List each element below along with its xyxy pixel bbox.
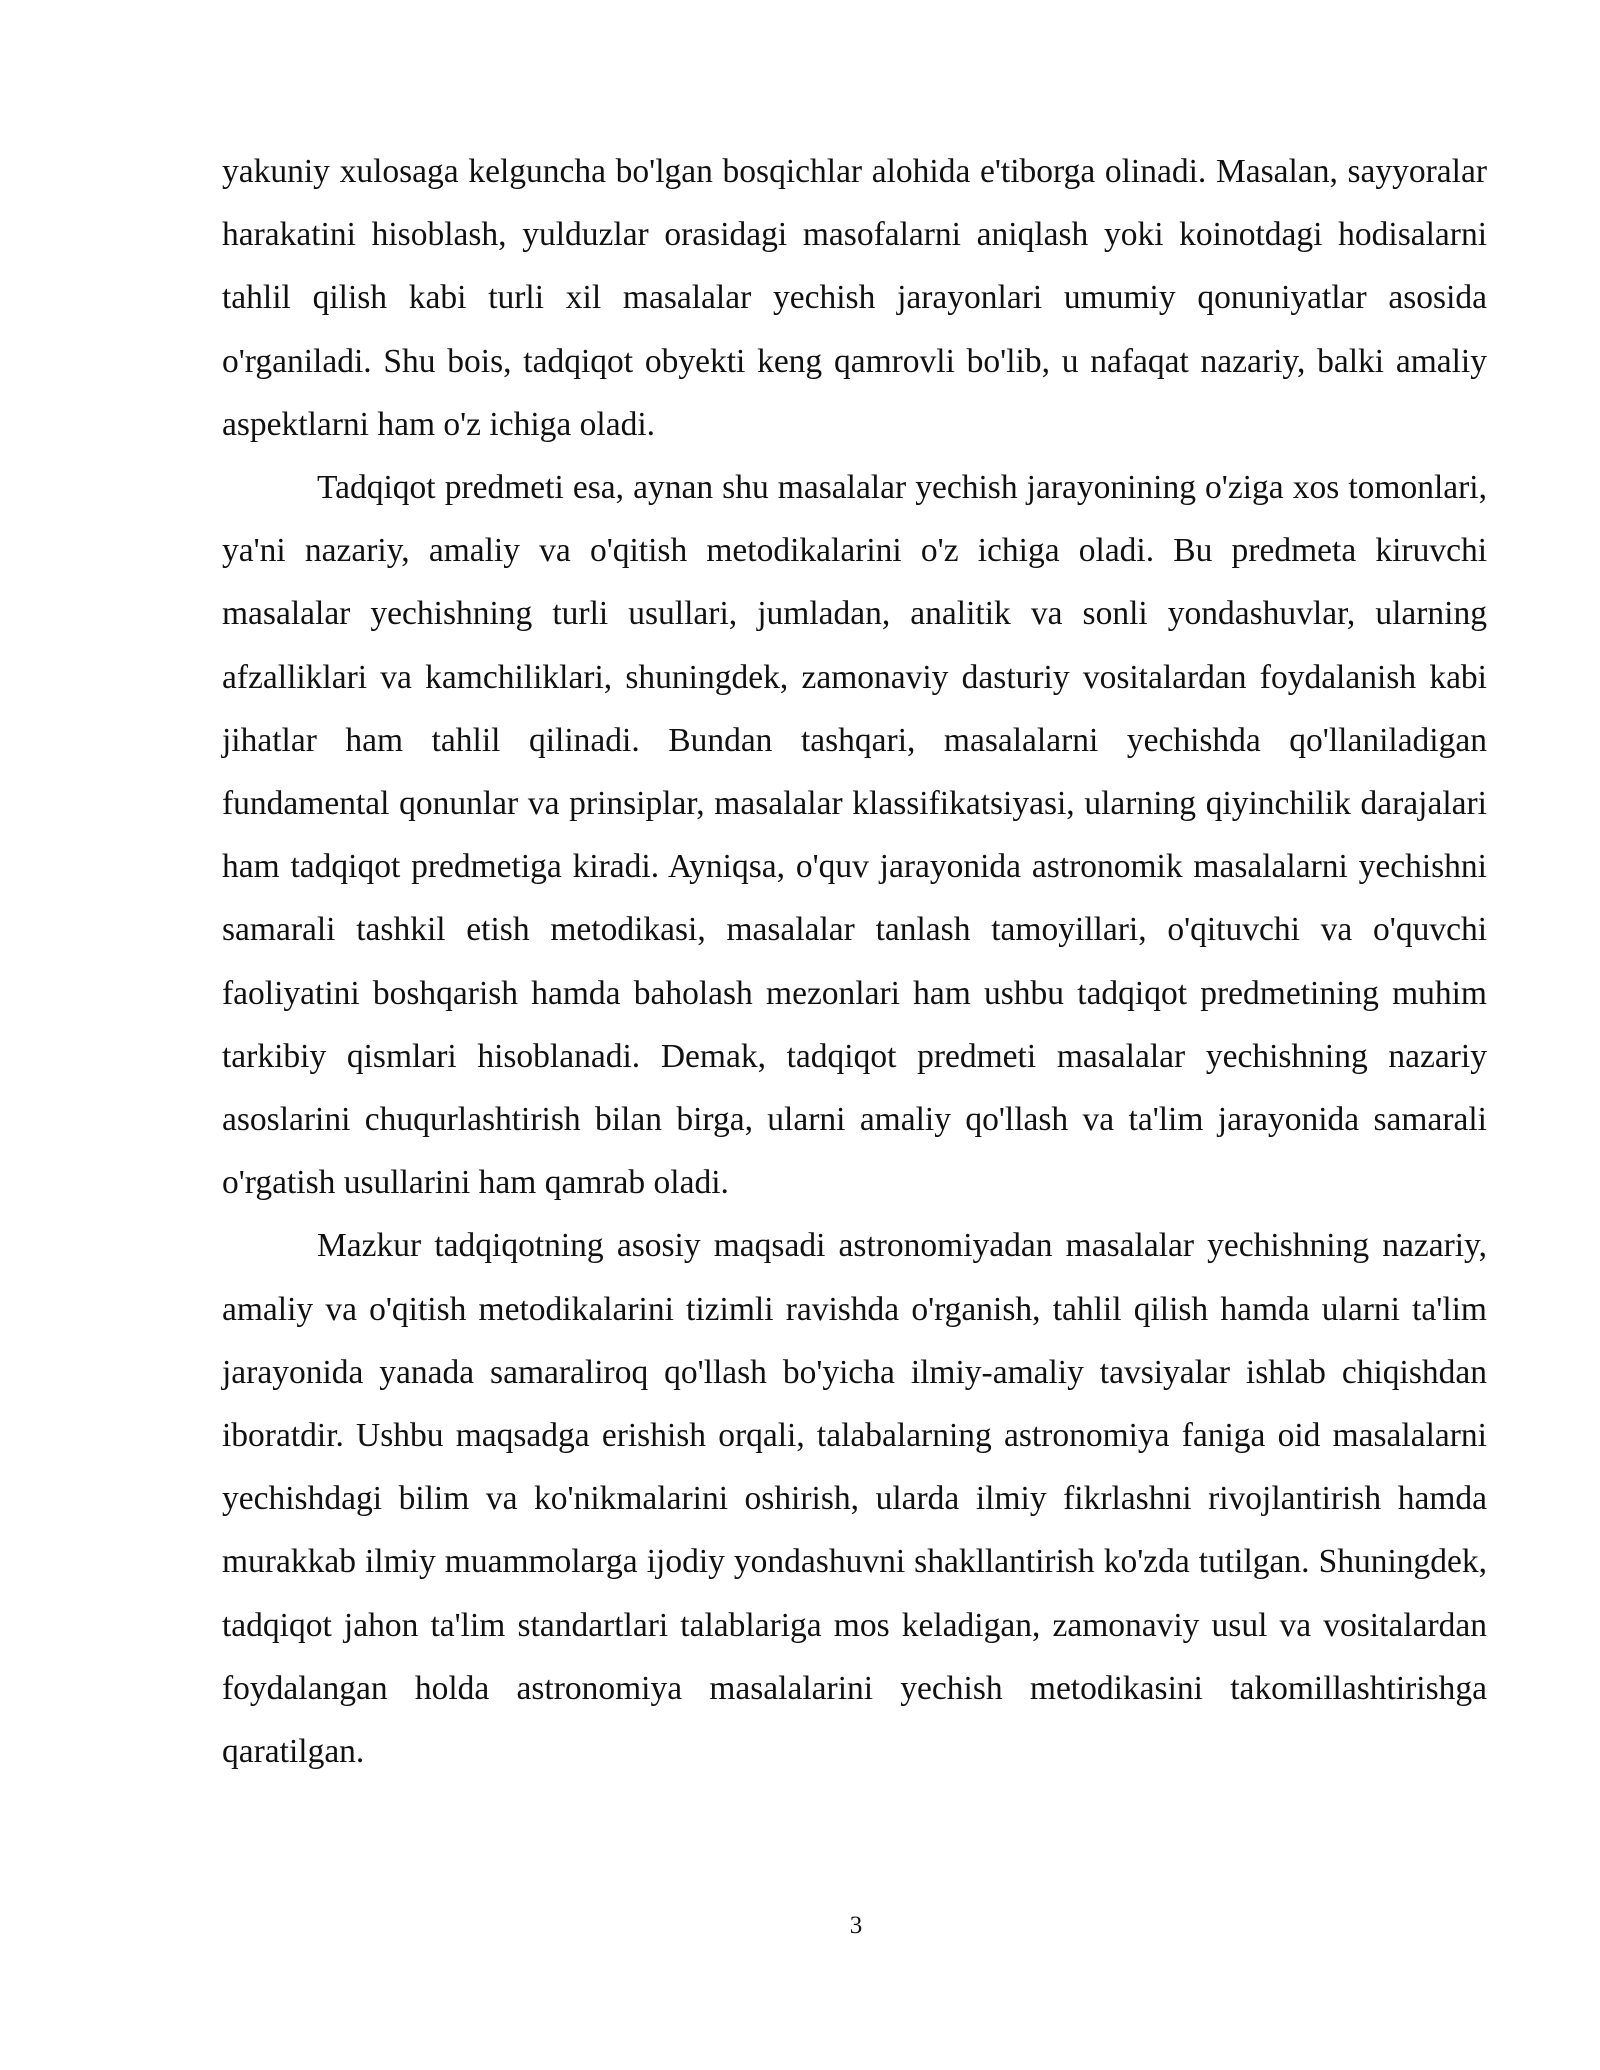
paragraph-3: Mazkur tadqiqotning asosiy maqsadi astronomiyadan masalalar yechishning nazariy, amaliy va o'qitish metodikalarini tizimli ravishda o'rganish, tahlil qilish hamda ularni ta'lim jarayonida yanada samaraliroq qo'llash bo'yicha ilmiy-amaliy tavsiyalar ishlab chiqishdan iboratdir. Ushbu maqsadga erishish orqali, talabalarning astronomiya faniga oid masalalarni yechishdagi bilim va ko'nikmalarini oshirish, ularda ilmiy fikrlashni rivojlantirish hamda murakkab ilmiy muammolarga ijodiy yondashuvni shakllantirish ko'zda tutilgan. Shuningdek, tadqiqot jahon ta'lim standartlari talablariga mos keladigan, zamonaviy usul va vositalardan foydalangan holda astronomiya masalalarini yechish metodikasini takomillashtirishga qaratilgan.: [222, 1227, 1487, 1771]
page-number: 3: [849, 1912, 863, 1939]
paragraph-2: Tadqiqot predmeti esa, aynan shu masalalar yechish jarayonining o'ziga xos tomonlari, ya'ni nazariy, amaliy va o'qitish metodikalarini o'z ichiga oladi. Bu predmeta kiruvchi masalalar yechishning turli usullari, jumladan, analitik va sonli yondashuvlar, ularning afzalliklari va kamchiliklari, shuningdek, zamonaviy dasturiy vositalardan foydalanish kabi jihatlar ham tahlil qilinadi. Bundan tashqari, masalalarni yechishda qo'llaniladigan fundamental qonunlar va prinsiplar, masalalar klassifikatsiyasi, ularning qiyinchilik darajalari ham tadqiqot predmetiga kiradi. Ayniqsa, o'quv jarayonida astronomik masalalarni yechishni samarali tashkil etish metodikasi, masalalar tanlash tamoyillari, o'qituvchi va o'quvchi faoliyatini boshqarish hamda baholash mezonlari ham ushbu tadqiqot predmetining muhim tarkibiy qismlari hisoblanadi. Demak, tadqiqot predmeti masalalar yechishning nazariy asoslarini chuqurlashtirish bilan birga, ularni amaliy qo'llash va ta'lim jarayonida samarali o'rgatish usullarini ham qamrab oladi.: [222, 469, 1487, 1202]
paragraph-1: yakuniy xulosaga kelguncha bo'lgan bosqichlar alohida e'tiborga olinadi. Masalan, sayyoralar harakatini hisoblash, yulduzlar orasidagi masofalarni aniqlash yoki koinotdagi hodisalarni tahlil qilish kabi turli xil masalalar yechish jarayonlari umumiy qonuniyatlar asosida o'rganiladi. Shu bois, tadqiqot obyekti keng qamrovli bo'lib, u nafaqat nazariy, balki amaliy aspektlarni ham o'z ichiga oladi.: [222, 153, 1487, 443]
body-text: [222, 140, 1487, 1783]
